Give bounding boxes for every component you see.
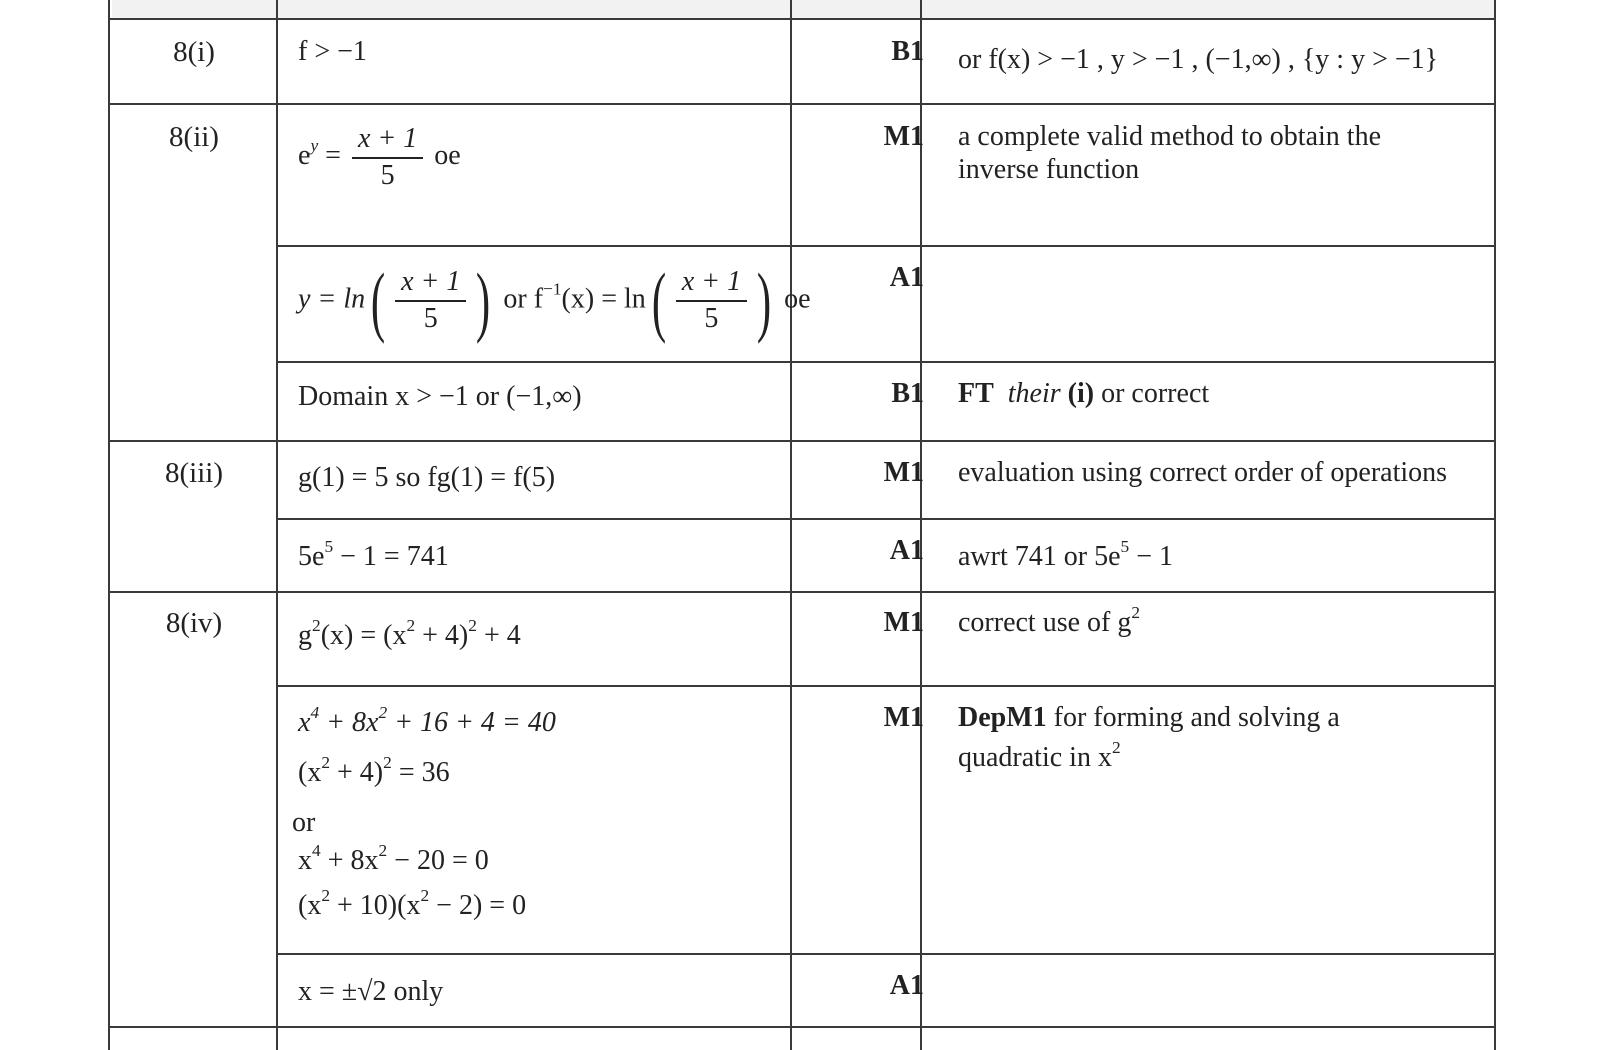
guidance-text: evaluation using correct order of operations [958,457,1448,488]
working-line: $x^4 + 8x^2 + 16 + 4 = 40$ [298,702,556,738]
mark: A1 [889,262,924,293]
rule [277,518,1496,520]
guidance-line: quadratic in $x^2$ [958,737,1121,773]
guidance-line: DepM1 for forming and solving a [958,702,1340,733]
working-line: $(x^2 + 10)(x^2 - 2) = 0$ [298,885,527,921]
rule [277,953,1496,955]
rule [277,245,1496,247]
rule [1494,0,1496,1050]
answer-text: Domain x > −1 or (−1,∞) [298,381,582,412]
mark: M1 [883,121,924,152]
mark: B1 [891,36,924,67]
answer-equation: $g^2(x) = (x^2 + 4)^2 + 4$ [298,615,521,651]
answer-text: f > −1 [298,36,367,67]
guidance-text: FT their (i) or correct [958,378,1210,409]
mark: M1 [883,702,924,733]
answer-equation: y = ln( $\frac{x + 1}{5}$ ) or $f^{-1}(x) = \ln$( $\frac{x + 1}{5}$ ) oe [298,257,811,344]
working-line: $(x^2 + 4)^2 = 36$ [298,752,450,788]
rule [276,0,278,1050]
rule [110,440,1496,442]
rule [108,0,110,1050]
rule [110,1026,1496,1028]
rule [920,0,922,1050]
rule [110,591,1496,593]
working-line: or [292,807,316,838]
answer-text: g(1) = 5 so fg(1) = f(5) [298,462,556,493]
mark: B1 [891,378,924,409]
answer-text: x = ±√2 only [298,976,444,1007]
guidance-line: a complete valid method to obtain the [958,121,1381,152]
rule [790,0,792,1050]
mark: M1 [883,457,924,488]
rule [110,18,1496,20]
guidance-text: or f(x) > −1 , y > −1 , (−1,∞) , {y : y > −1} [958,44,1439,75]
guidance-text: awrt 741 or $5e^5 - 1$ [958,536,1173,572]
mark: M1 [883,607,924,638]
header-row [112,0,1496,19]
answer-equation: $e^y$ = $\frac{x + 1}{5}$ oe [298,123,461,191]
working-line: $x^4 + 8x^2 - 20 = 0$ [298,840,489,876]
mark: A1 [889,535,924,566]
mark: A1 [889,970,924,1001]
guidance-text: correct use of $g^2$ [958,602,1141,638]
guidance-line: inverse function [958,154,1140,185]
rule [277,361,1496,363]
question-number: 8(iii) [165,457,223,489]
question-number: 8(iv) [165,607,223,639]
answer-equation: $5e^5 - 1 = 741$ [298,536,449,572]
question-number: 8(i) [173,36,215,68]
rule [277,685,1496,687]
rule [110,103,1496,105]
question-number: 8(ii) [169,121,219,153]
